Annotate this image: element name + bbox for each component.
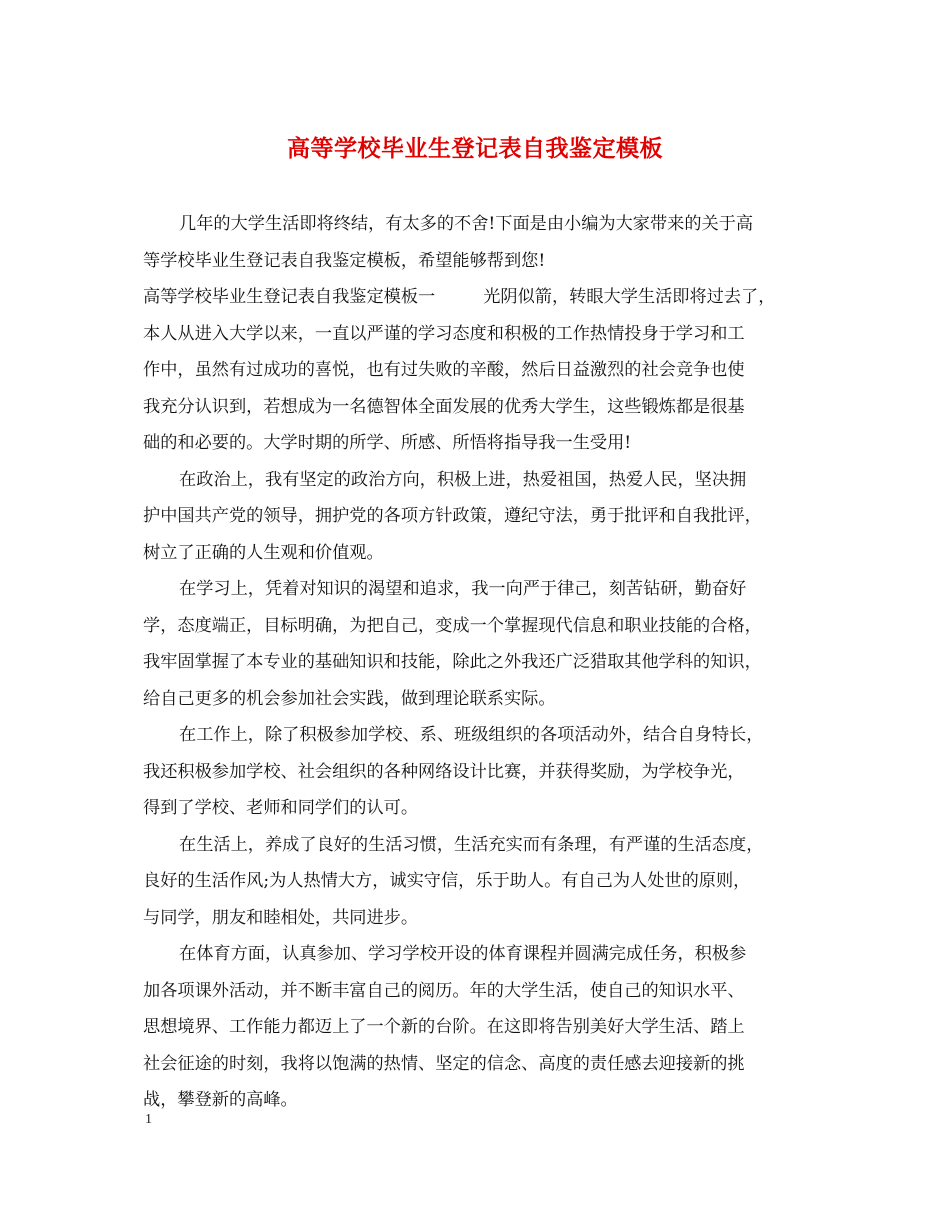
document-title: 高等学校毕业生登记表自我鉴定模板 [287, 135, 663, 162]
paragraph-life-line: 在生活上，养成了良好的生活习惯，生活充实而有条理，有严谨的生活态度， [179, 834, 764, 855]
paragraph-sports-line: 加各项课外活动，并不断丰富自己的阅历。年的大学生活，使自己的知识水平、 [143, 980, 745, 1001]
paragraph-politics-line: 在政治上，我有坚定的政治方向，积极上进，热爱祖国，热爱人民，坚决拥 [179, 469, 747, 490]
section-heading: 高等学校毕业生登记表自我鉴定模板一 [143, 287, 436, 307]
paragraph-sports-line: 思想境界、工作能力都迈上了一个新的台阶。在这即将告别美好大学生活、踏上 [143, 1017, 745, 1037]
paragraph-opening: 光阴似箭，转眼大学生活即将过去了， [483, 287, 776, 307]
paragraph-work-line: 在工作上，除了积极参加学校、系、班级组织的各项活动外，结合自身特长， [179, 725, 764, 745]
paragraph-study-line: 我牢固掌握了本专业的基础知识和技能，除此之外我还广泛猎取其他学科的知识， [143, 652, 762, 672]
paragraph-life-line: 与同学，朋友和睦相处，共同进步。 [143, 907, 419, 928]
paragraph-study-line: 学，态度端正，目标明确，为把自己，变成一个掌握现代信息和职业技能的合格， [143, 615, 762, 636]
paragraph-work-line: 得到了学校、老师和同学们的认可。 [143, 798, 419, 818]
paragraph-line: 作中，虽然有过成功的喜悦，也有过失败的辛酸，然后日益激烈的社会竞争也使 [143, 360, 745, 380]
paragraph-line: 我充分认识到，若想成为一名德智体全面发展的优秀大学生，这些锻炼都是很基 [143, 396, 745, 417]
paragraph-life-line: 良好的生活作风;为人热情大方，诚实守信，乐于助人。有自己为人处世的原则， [143, 871, 751, 891]
document-body [143, 206, 823, 1119]
page-number: 1 [145, 1112, 152, 1127]
paragraph-politics-line: 护中国共产党的领导，拥护党的各项方针政策，遵纪守法，勇于批评和自我批评， [143, 506, 762, 526]
paragraph-intro-line-2: 等学校毕业生登记表自我鉴定模板，希望能够帮到您! [143, 250, 546, 271]
paragraph-sports-line: 战，攀登新的高峰。 [143, 1090, 298, 1110]
section-heading-line [143, 279, 823, 316]
paragraph-line: 础的和必要的。大学时期的所学、所感、所悟将指导我一生受用! [143, 433, 632, 453]
paragraph-sports-line: 在体育方面，认真参加、学习学校开设的体育课程并圆满完成任务，积极参 [179, 944, 747, 964]
paragraph-politics-line: 树立了正确的人生观和价值观。 [143, 542, 384, 563]
paragraph-intro-line-1: 几年的大学生活即将终结，有太多的不舍!下面是由小编为大家带来的关于高 [179, 214, 754, 234]
paragraph-work-line: 我还积极参加学校、社会组织的各种网络设计比赛，并获得奖励，为学校争光， [143, 761, 745, 782]
paragraph-study-line: 给自己更多的机会参加社会实践，做到理论联系实际。 [143, 688, 556, 709]
paragraph-sports-line: 社会征途的时刻，我将以饱满的热情、坚定的信念、高度的责任感去迎接新的挑 [143, 1053, 745, 1074]
paragraph-study-line: 在学习上，凭着对知识的渴望和追求，我一向严于律己，刻苦钻研，勤奋好 [179, 579, 747, 599]
paragraph-line: 本人从进入大学以来，一直以严谨的学习态度和积极的工作热情投身于学习和工 [143, 323, 745, 344]
